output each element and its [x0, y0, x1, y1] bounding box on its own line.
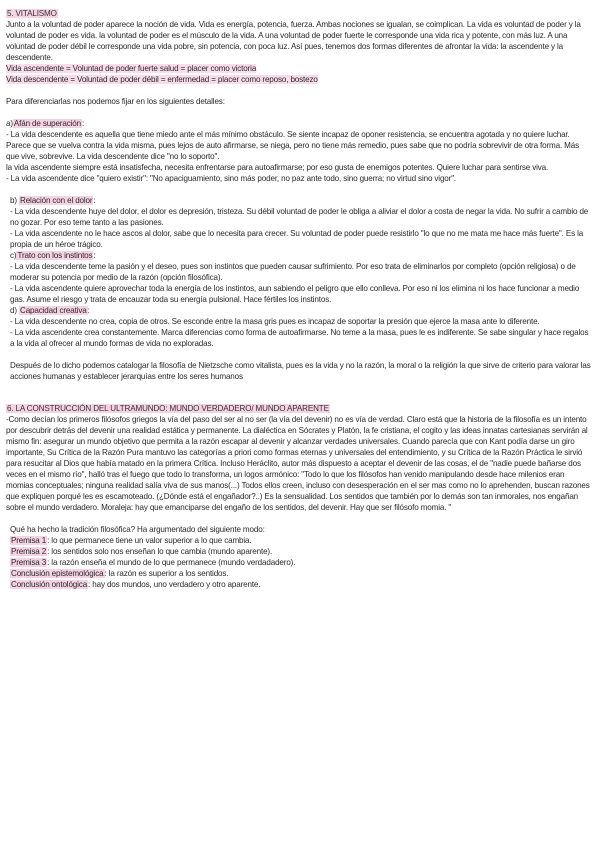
tradition-question: Qué ha hecho la tradición filosófica? Ha argumentado del siguiente modo: — [10, 525, 265, 534]
ontological-conclusion: Conclusión ontológica: hay dos mundos, uno verdadero y otro aparente. — [11, 580, 261, 589]
premise-2: Premisa 2: los sentidos solo nos enseñan lo que cambia (mundo aparente). — [11, 547, 273, 556]
premise-1: Premisa 1: lo que permanece tiene un valor superior a lo que cambia. — [11, 536, 252, 545]
vitalism-conclusion: Después de lo dicho podemos catalogar la filosofía de Nietzsche como vitalista, pues es la vida y no la razón, la moral o la religión la que sirve de criterio para valorar las acciones humanas y establecer jerarquías entre los seres humanos — [10, 361, 591, 381]
subsection-a-ascending-quote: - La vida ascendente dice "quiero existir": "No apaciguamiento, sino más poder, no paz ante todo, sino guerra; no virtud sino vigor". — [6, 174, 457, 183]
differences-intro: Para diferenciarlas nos podemos fijar en los siguientes detalles: — [6, 97, 225, 106]
subsection-c-ascending: - La vida ascendente quiere aprovechar toda la energía de los instintos, aun sabiendo el peligro que ello conlleva. Por eso ni los elimina ni los hace funcionar a medio gas. Asume el riesgo y trata de encauzar toda su energía pulsional. Hace fértiles los instintos. — [10, 284, 580, 304]
ascending-life-equation: Vida ascendente = Voluntad de poder fuerte salud = placer como victoria — [6, 64, 257, 73]
section-6-title: 6. LA CONSTRUCCIÓN DEL ULTRAMUNDO: MUNDO VERDADERO/ MUNDO APARENTE — [7, 404, 329, 413]
ultramundo-paragraph: -Como decían los primeros filósofos griegos la vía del paso del ser al no ser (la vía del devenir) no es vía de verdad. Claro está que la historia de la filosofía es un intento por descubrir detrás del devenir una realidad estática y permanente. La dialéctica en Sócrates y Platón, la fe cristiana, el cogito y las ideas innatas cartesianas servirán al mismo fin: asegurar un mundo objetivo que permita a la razón escapar al devenir y alcanzar verdades universales. Cuando parecía que con Kant podía darse un giro importante, Su Crítica de la Razón Pura mantuvo las categorías a priori como formas eternas y universales del entendimiento, y su Crítica de la Razón Práctica le sirvió para resucitar al Dios que había matado en la primera Crítica. Incluso Heráclito, autor más dispuesto a aceptar el devenir de las cosas, el de "nadie puede bañarse dos veces en el mismo río", halló tras el fuego que todo lo transforma, un logos armónico: "Todo lo que los filósofos han venido manipulando desde hace milenios eran momias conceptuales; ninguna realidad salía viva de sus manos(...) Todos ellos creen, incluso con desesperación en el ser mas como no lo aprehenden, buscan razones que expliquen porqué les es escamoteado. (¿Dónde está el engañador?..) Es la sensualidad. Los sentidos que también por lo demás son tan inmorales, nos engañan sobre el mundo verdadero. Moraleja: hay que emanciparse del engaño de los sentidos, del devenir. Hay que ser filósofo momia. " — [6, 415, 590, 512]
descending-life-equation: Vida descendente = Voluntad de poder débil = enfermedad = placer como reposo, bostezo — [6, 75, 318, 84]
vitalism-intro-paragraph: Junto a la voluntad de poder aparece la noción de vida. Vida es energía, potencia, fuerza. Ambas nociones se igualan, se coimplican. La vida es voluntad de poder y la voluntad de poder es vida. la voluntad de poder es el músculo de la vida. A una voluntad de poder fuerte le corresponde una vida rica y potente, con más luz. A una voluntad de poder débil le corresponde una vida pobre, sin potencia, con poca luz. Así pues, tenemos dos formas diferentes de afrontar la vida: la ascendente y la descendente. — [6, 20, 581, 62]
epistemological-conclusion: Conclusión epistemológica: la razón es superior a los sentidos. — [11, 569, 229, 578]
subsection-b-heading: b) Relación con el dolor: — [10, 196, 96, 205]
subsection-c-heading: c)Trato con los instintos: — [10, 251, 96, 260]
subsection-a-ascending: la vida ascendente siempre está insatisfecha, necesita enfrentarse para autoafirmarse; por eso gusta de enemigos potentes. Quiere luchar para sentirse viva. — [6, 163, 549, 172]
subsection-d-descending: - La vida descendente no crea, copia de otros. Se esconde entre la masa gris pues es incapaz de soportar la presión que ejerce la masa ante lo diferente. — [10, 317, 540, 326]
subsection-d-heading: d) Capacidad creativa: — [10, 306, 90, 315]
section-5-title: 5. VITALISMO — [7, 9, 57, 18]
subsection-d-ascending: - La vida ascendente crea constantemente. Marca diferencias como forma de autoafirmarse. No teme a la masa, pues le es indiferente. Se sabe singular y hace regalos a la vida al ofrecer al mundo formas de vida no exploradas. — [10, 328, 589, 348]
subsection-a-descending: - La vida descendente es aquella que tiene miedo ante el más mínimo obstáculo. Se siente incapaz de oponer resistencia, se encuentra agotada y no quiere luchar. Parece que se vuelva contra la vida misma, pues lejos de auto afirmarse, se niega, pero no tiene más remedio, pues sabe que no podría sobrevivir de otra forma. Más que vive, sobrevive. La vida descendente dice "no lo soporto". — [6, 130, 580, 161]
subsection-a-heading: a)Afán de superación: — [6, 119, 85, 128]
subsection-b-descending: - La vida descendente huye del dolor, el dolor es depresión, tristeza. Su débil voluntad de poder le obliga a aliviar el dolor a costa de negar la vida. No sufrir a cambio de no gozar. Por eso teme tanto a las pasiones. — [10, 207, 589, 227]
subsection-c-descending: - La vida descendente teme la pasión y el deseo, pues son instintos que pueden causar sufrimiento. Por eso trata de eliminarlos por completo (opción religiosa) o de moderar su potencia por medio de la razón (opción filosófica). — [10, 262, 576, 282]
premise-3: Premisa 3: la razón enseña el mundo de lo que permanece (mundo verdadadero). — [11, 558, 296, 567]
subsection-b-ascending: - La vida ascendente no le hace ascos al dolor, sabe que lo necesita para crecer. Su voluntad de poder puede resistirlo "lo que no me mata me hace más fuerte". Es la propia de un héroe trágico. — [10, 229, 584, 249]
